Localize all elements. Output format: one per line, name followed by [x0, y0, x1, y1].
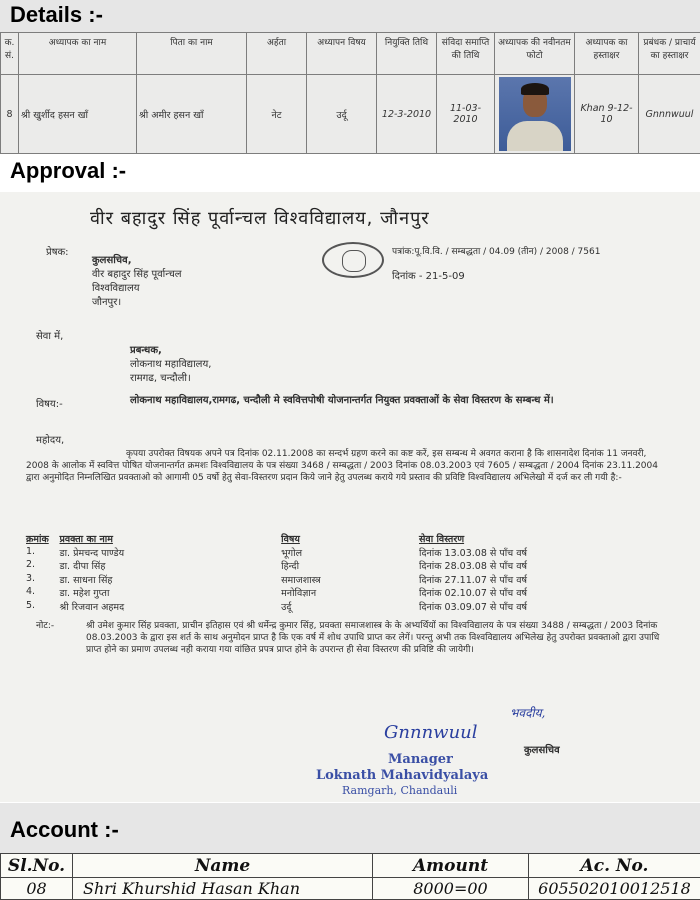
stamp-place: Ramgarh, Chandauli — [342, 784, 458, 797]
list-header-sno: क्रमांक — [26, 534, 49, 545]
sender-line-2: वीर बहादुर सिंह पूर्वान्चल — [92, 269, 182, 280]
list-item-extension: दिनांक 13.03.08 से पाँच वर्ष — [419, 547, 528, 559]
list-header-name: प्रवक्ता का नाम — [59, 534, 113, 545]
note-text: श्री उमेश कुमार सिंह प्रवक्ता, प्राचीन इतिहास एवं श्री धर्मेन्द्र कुमार सिंह, प्रवक्ता समाजशास्त्र के के अभ्यर्थियों का विश्वविद्यालय के पत्र संख्या 3488 / सम्बद्धता / 2003 दिनांक 08.03.2003 के द्वारा इस शर्त के साथ अनुमोदन प्राप्त है कि एक वर्ष में शोध उपाधि प्राप्त कर लेगें। परन्तु अभी तक विश्वविद्यालय अभिलेख हेतु उपरोक्त प्रवक्ताओ द्वारा उपाधि प्राप्त होने का प्रमाण उपलब्ध नही कराया गया वांछित प्रपत्र प्राप्त होने के उपरान्त ही सेवा विस्तरण की प्रविष्टि की जायेगी। — [86, 621, 660, 655]
teacher-photo — [499, 77, 571, 151]
list-item — [26, 573, 616, 587]
cell-account-number: 605502010012518 — [529, 878, 700, 900]
list-item — [26, 559, 616, 573]
lecturer-list — [26, 532, 616, 613]
cell-serial: 8 — [1, 75, 19, 154]
sender-line-1: कुलसचिव, — [92, 255, 132, 266]
university-seal — [322, 242, 384, 278]
list-item-sno: 3. — [26, 572, 36, 584]
list-item-extension: दिनांक 03.09.07 से पाँच वर्ष — [419, 601, 528, 613]
account-section-header — [0, 803, 700, 853]
list-item-subject: मनोविज्ञान — [281, 588, 317, 599]
col-teacher-signature: अध्यापक का हस्ताक्षर — [575, 33, 639, 75]
list-item-name: डा. महेश गुप्ता — [59, 588, 110, 599]
registrar-label: कुलसचिव — [524, 745, 560, 756]
col-teacher-name: अध्यापक का नाम — [19, 33, 137, 75]
account-header-row — [1, 854, 700, 878]
list-item-name: डा. प्रेमचन्द पाण्डेय — [59, 547, 125, 559]
col-serial: क. सं. — [1, 33, 19, 75]
details-header-row — [1, 33, 700, 75]
col-sl-no: Sl.No. — [1, 854, 73, 878]
list-item-name: श्री रिजवान अहमद — [59, 601, 125, 613]
to-line-1: प्रबन्धक, — [130, 345, 162, 356]
list-item-extension: दिनांक 28.03.08 से पाँच वर्ष — [419, 561, 528, 572]
to-line-3: रामगढ, चन्दौली। — [130, 373, 191, 384]
sender-line-3: विश्वविद्यालय — [92, 283, 140, 294]
col-amount: Amount — [373, 854, 529, 878]
cell-sl-no: 08 — [1, 878, 73, 900]
details-table — [0, 32, 700, 154]
col-qualification: अर्हता — [247, 33, 307, 75]
cell-amount: 8000=00 — [373, 878, 529, 900]
list-header — [26, 532, 616, 546]
list-item-extension: दिनांक 27.11.07 से पाँच वर्ष — [419, 574, 528, 586]
col-subject: अध्यापन विषय — [307, 33, 377, 75]
list-item-name: डा. साधना सिंह — [59, 574, 113, 586]
cell-father-name: श्री अमीर हसन खाँ — [137, 75, 247, 154]
account-table — [0, 853, 700, 900]
list-item — [26, 600, 616, 614]
letter-body: कृपया उपरोक्त विषयक अपने पत्र दिनांक 02.11.2008 का सन्दर्भ ग्रहण करने का कष्ट करें, इस सम्बन्ध मे अवगत कराना है कि शासनादेश दिनांक 11 जनवरी, 2008 के आलोक में स्ववित्त पोषित योजनान्तर्गत क्रमशः विश्वविद्यालय के पत्र संख्या 3468 / सम्बद्धता / 2003 दिनांक 08.03.2003 एवं 7605 / सम्बद्धता / 2004 दिनांक 23.11.2004 द्वारा अनुमोदित निम्नलिखित प्रवक्ताओ को आगामी 05 वर्षो हेतु सेवा-विस्तरण प्रदान किये जाने हेतु उपलब्ध कराये गये प्रस्ताव की प्रविष्टि विश्वविद्यालय अभिलेखो में दर्ज कर ली गयी है:- — [26, 449, 658, 483]
reference-number: पत्रांक:पू.वि.वि. / सम्बद्धता / 04.09 (तीन) / 2008 / 7561 — [392, 247, 601, 257]
salutation: महोदय, — [36, 435, 65, 446]
list-item-name: डा. दीपा सिंह — [59, 561, 106, 572]
cell-appointment-date: 12-3-2010 — [377, 75, 437, 154]
list-item-sno: 2. — [26, 559, 36, 570]
approval-title: Approval :- — [10, 158, 127, 183]
table-row — [1, 75, 700, 154]
list-item-sno: 4. — [26, 586, 36, 597]
sender-label: प्रेषक: — [46, 247, 69, 258]
cell-teacher-name: श्री खुर्शीद हसन खाँ — [19, 75, 137, 154]
list-item-extension: दिनांक 02.10.07 से पाँच वर्ष — [419, 588, 528, 599]
list-item-subject: हिन्दी — [281, 561, 300, 572]
col-photo: अध्यापक की नवीनतम फोटो — [495, 33, 575, 75]
approval-section-header — [0, 154, 700, 192]
table-row — [1, 878, 700, 900]
teacher-signature: Khan 9-12-10 — [575, 75, 639, 154]
to-label: सेवा में, — [36, 331, 64, 342]
stamp-title: Manager — [388, 752, 453, 767]
account-title: Account :- — [10, 817, 119, 842]
cell-qualification: नेट — [247, 75, 307, 154]
col-name: Name — [73, 854, 373, 878]
cell-contract-end: 11-03-2010 — [437, 75, 495, 154]
list-item-sno: 1. — [26, 545, 36, 557]
col-contract-end: संविदा समाप्ति की तिथि — [437, 33, 495, 75]
list-item-subject: उर्दू — [281, 601, 292, 613]
list-item — [26, 586, 616, 600]
to-line-2: लोकनाथ महाविद्यालय, — [130, 359, 212, 370]
list-header-extension: सेवा विस्तरण — [419, 534, 465, 545]
closing-signature: भवदीय, — [510, 706, 546, 720]
details-section-header — [0, 0, 700, 32]
cell-name: Shri Khurshid Hasan Khan — [73, 878, 373, 900]
col-father-name: पिता का नाम — [137, 33, 247, 75]
cell-photo — [495, 75, 575, 154]
col-manager-signature: प्रबंधक / प्राचार्य का हस्ताक्षर — [639, 33, 700, 75]
col-appointment-date: नियुक्ति तिथि — [377, 33, 437, 75]
manager-signature: Gnnnwuul — [639, 75, 700, 154]
list-item — [26, 546, 616, 560]
list-header-subject: विषय — [281, 534, 300, 545]
note-label: नोट:- — [36, 621, 55, 631]
subject-text: लोकनाथ महाविद्यालय,रामगढ, चन्दौली मे स्ववित्तपोषी योजनान्तर्गत नियुक्त प्रवक्ताओं के सेवा विस्तरण के सम्बन्ध में। — [130, 395, 554, 406]
letter-date: दिनांक - 21-5-09 — [392, 271, 465, 282]
cell-subject: उर्दू — [307, 75, 377, 154]
university-heading: वीर बहादुर सिंह पूर्वान्चल विश्वविद्यालय, जौनपुर — [90, 208, 430, 229]
manager-stamp-signature: Gnnnwuul — [384, 722, 478, 743]
stamp-college: Loknath Mahavidyalaya — [316, 768, 489, 783]
list-item-subject: समाजशास्त्र — [281, 574, 321, 586]
subject-label: विषय:- — [36, 399, 63, 410]
approval-letter — [0, 192, 700, 802]
list-item-sno: 5. — [26, 599, 36, 611]
col-account-number: Ac. No. — [529, 854, 700, 878]
list-item-subject: भूगोल — [281, 547, 303, 559]
details-title: Details :- — [10, 2, 103, 27]
sender-line-4: जौनपुर। — [92, 297, 122, 308]
